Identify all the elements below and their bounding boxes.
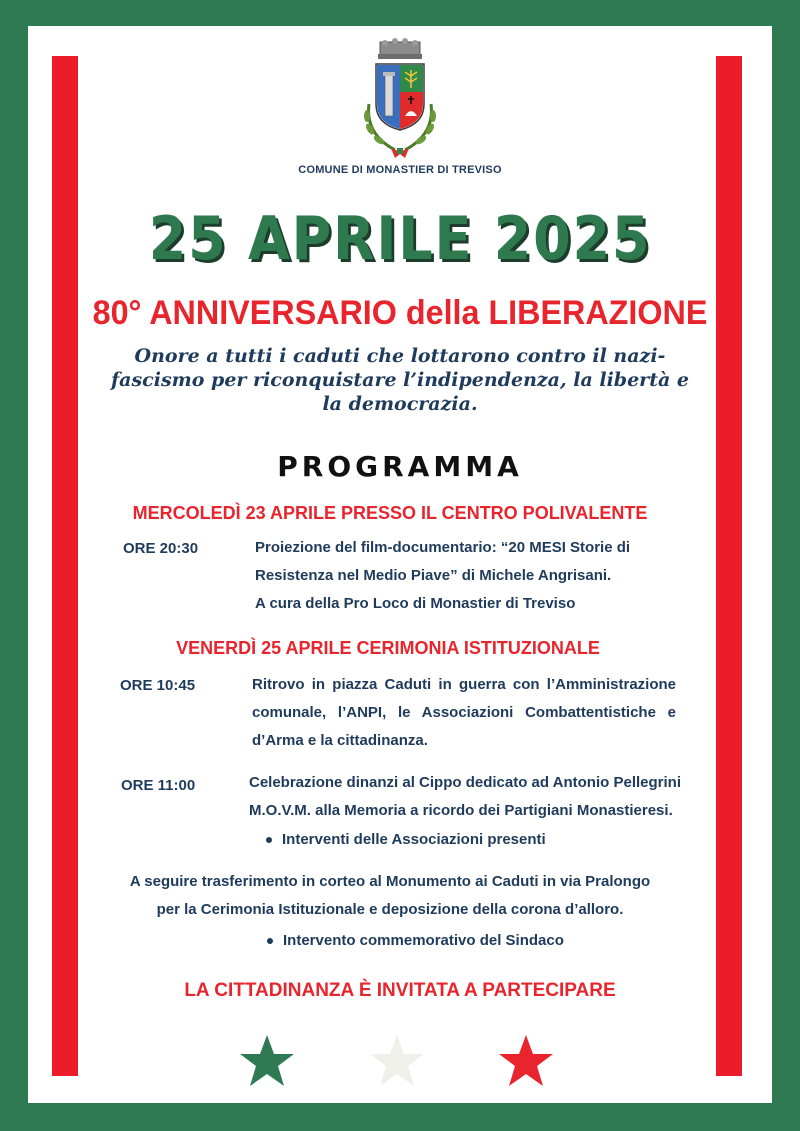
- description-line: A cura della Pro Loco di Monastier di Treviso: [255, 595, 576, 612]
- follow-line: per la Cerimonia Istituzionale e deposizione della corona d’alloro.: [156, 901, 624, 918]
- red-star-icon: [498, 1034, 554, 1088]
- green-star-icon: [239, 1034, 295, 1088]
- anniversary-subtitle: 80° ANNIVERSARIO della LIBERAZIONE: [92, 294, 708, 332]
- follow-line: A seguire trasferimento in corteo al Monumento ai Caduti in via Pralongo: [129, 873, 651, 890]
- event-description: [249, 769, 689, 825]
- event-description: [255, 534, 681, 618]
- bullet-icon: [266, 837, 272, 843]
- municipal-crest-icon: [355, 34, 445, 164]
- event-time: ORE 10:45: [120, 677, 196, 694]
- bullet-text: Intervento commemorativo del Sindaco: [283, 932, 564, 949]
- bullet-item: [266, 826, 546, 854]
- event-time: ORE 20:30: [123, 540, 199, 557]
- bullet-icon: [267, 938, 273, 944]
- invitation-text: LA CITTADINANZA È INVITATA A PARTECIPARE: [184, 980, 616, 1001]
- municipality-name: COMUNE DI MONASTIER DI TREVISO: [298, 164, 502, 176]
- description-line: Proiezione del film-documentario: “20 MESI Storie di: [255, 539, 631, 556]
- bullet-item: [267, 927, 564, 955]
- section-title-friday: VENERDÌ 25 APRILE CERIMONIA ISTITUZIONALE: [176, 638, 600, 658]
- event-description: Ritrovo in piazza Caduti in guerra con l’Amministrazione comunale, l’ANPI, le Associazioni Combattentistiche e d’Arma e la cittadinanza.: [252, 676, 676, 749]
- description-line: Celebrazione dinanzi al Cippo dedicato ad Antonio Pellegrini: [249, 774, 681, 791]
- programma-heading: PROGRAMMA: [277, 450, 523, 483]
- description-line: Resistenza nel Medio Piave” di Michele Angrisani.: [255, 567, 612, 584]
- follow-text: [100, 868, 680, 924]
- section-title-wednesday: MERCOLEDÌ 23 APRILE PRESSO IL CENTRO POLIVALENTE: [132, 503, 648, 523]
- white-star-icon: [369, 1034, 425, 1088]
- event-time: ORE 11:00: [121, 777, 196, 794]
- motto-text: Onore a tutti i caduti che lottarono contro il nazi-fascismo per riconquistare l’indipendenza, la libertà e la democrazia.: [111, 345, 689, 415]
- bullet-text: Interventi delle Associazioni presenti: [282, 831, 546, 848]
- page-title: 25 APRILE 2025: [148, 204, 652, 274]
- description-line: M.O.V.M. alla Memoria a ricordo dei Partigiani Monastieresi.: [249, 802, 673, 819]
